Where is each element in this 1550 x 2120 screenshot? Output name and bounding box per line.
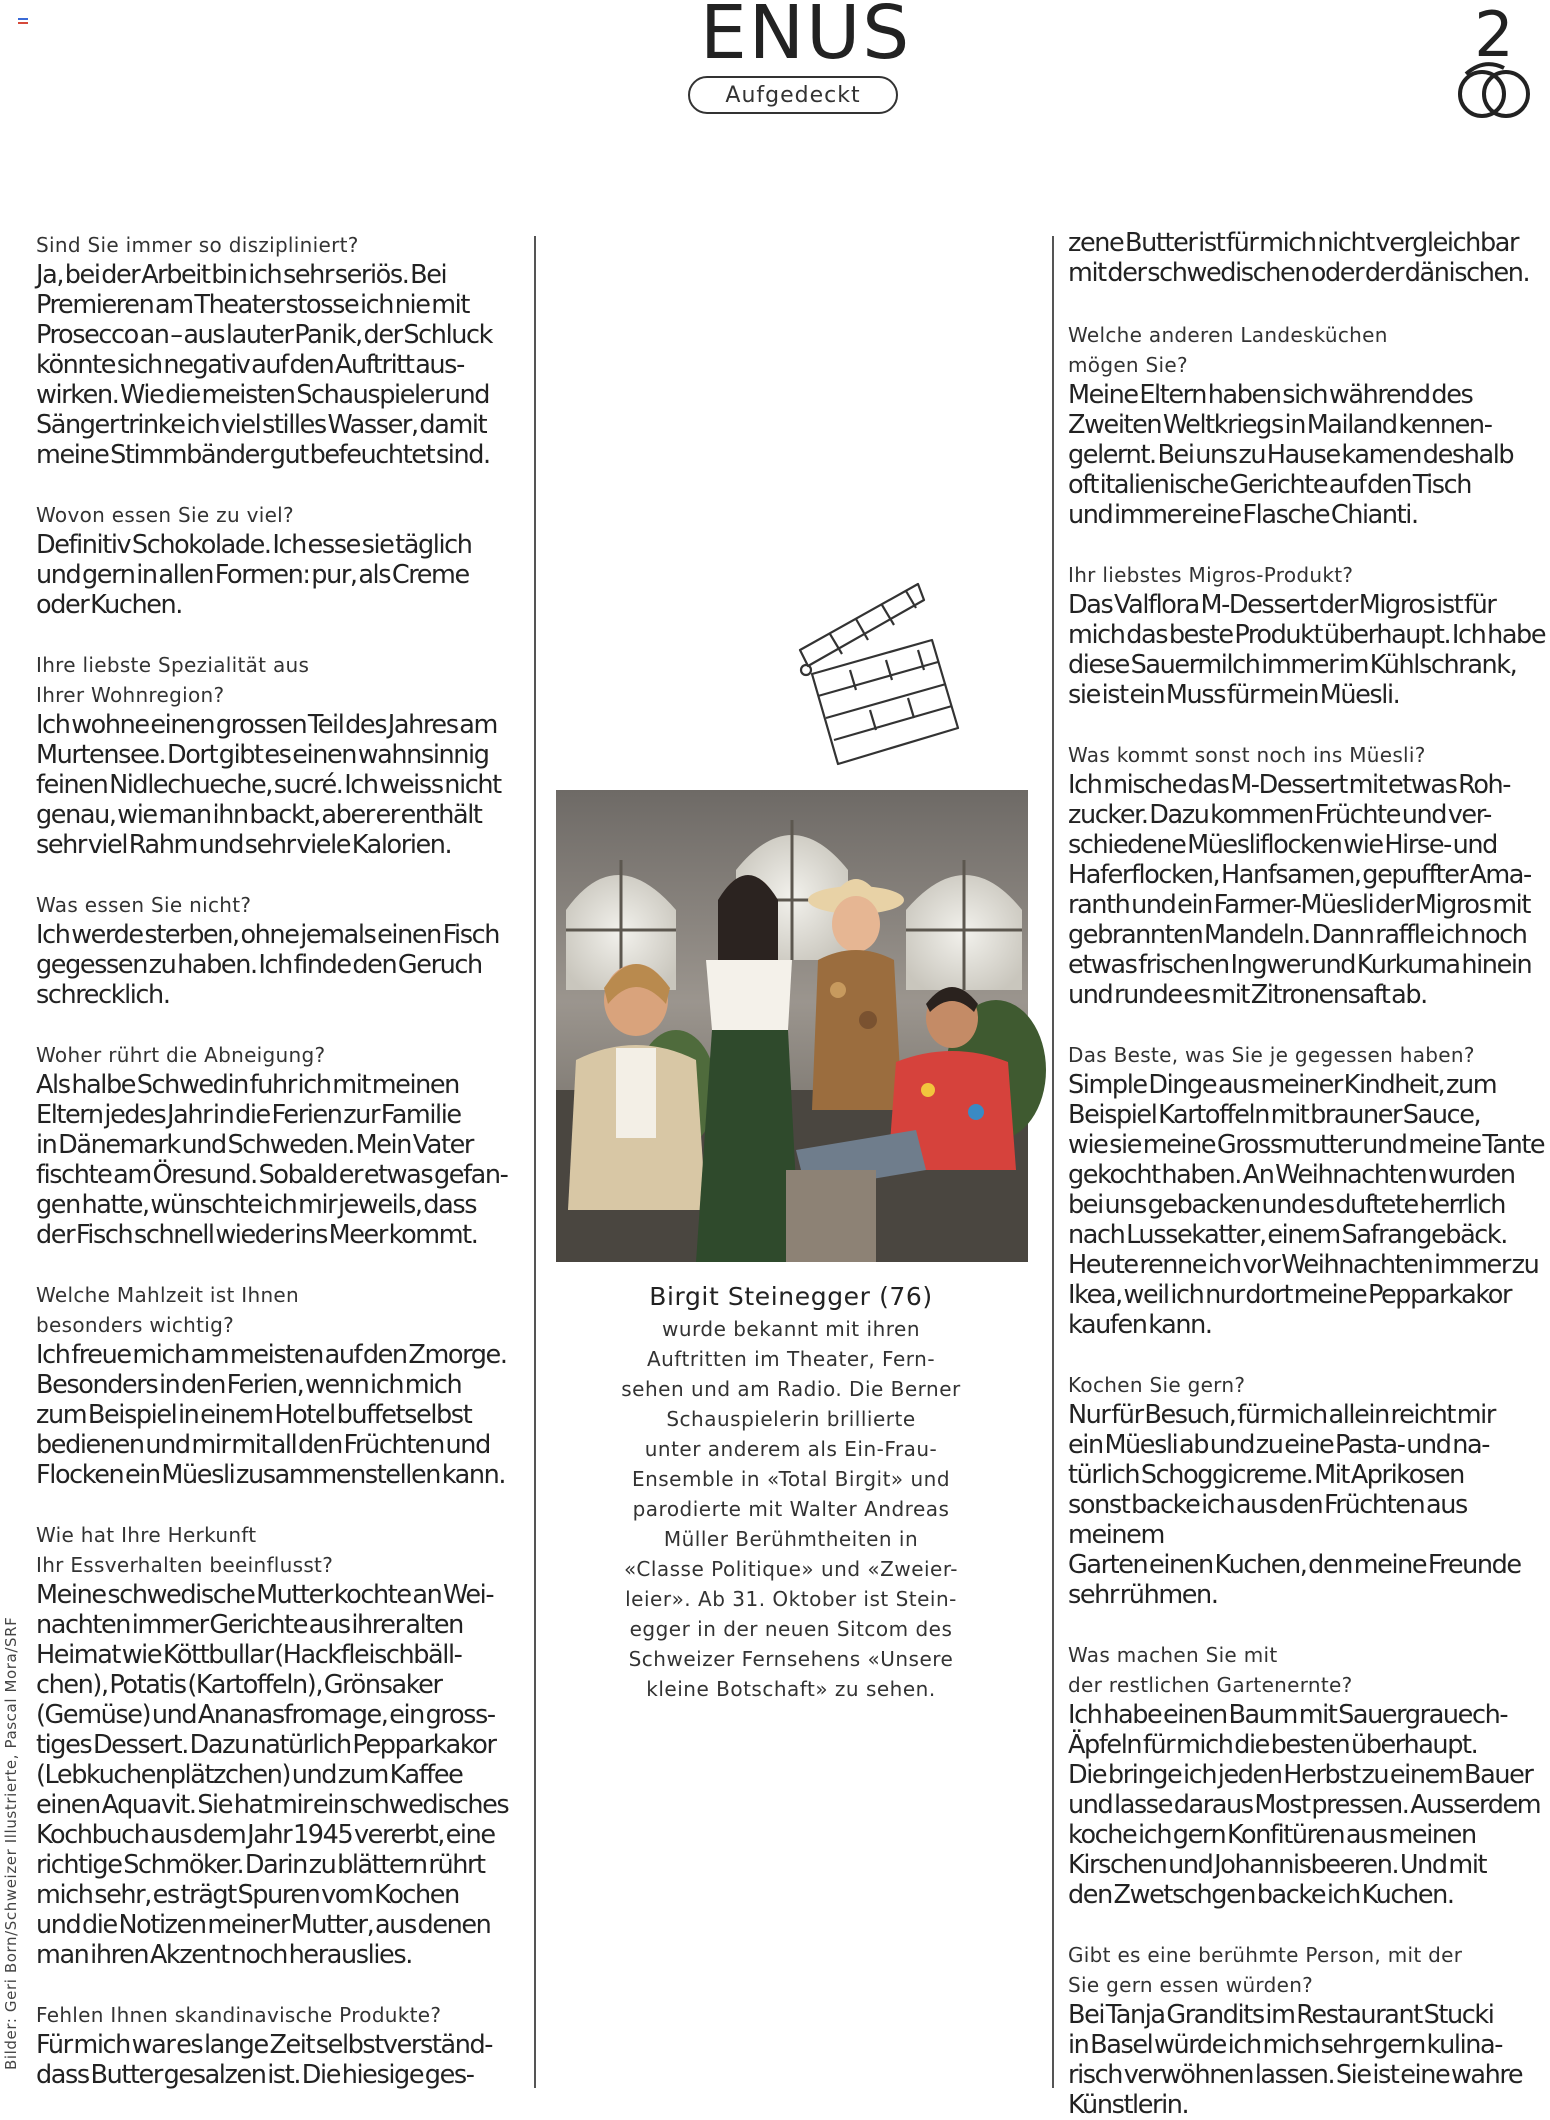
question: Ihre liebste Spezialität aus Ihrer Wohnregion? xyxy=(36,653,310,707)
qa-block xyxy=(36,1280,514,1490)
question: Wie hat Ihre Herkunft Ihr Essverhalten beeinflusst? xyxy=(36,1523,334,1577)
film-clapperboard-icon xyxy=(790,578,980,768)
answer: Bei Tanja Grandits im Restaurant Stucki in Basel würde ich mich sehr gern kulina- risch verwöhnen lassen. Sie ist eine wahre Künstlerin. xyxy=(1068,2000,1523,2120)
answer: Meine Eltern haben sich während des Zweiten Weltkriegs in Mailand kennen- gelernt. Bei uns zu Hause kamen deshalb oft italienische Gerichte auf den Tisch und immer eine Flasche Chianti. xyxy=(1068,380,1514,530)
question: Welche anderen Landesküchen mögen Sie? xyxy=(1068,323,1388,377)
answer: Ich wohne einen grossen Teil des Jahres am Murtensee. Dort gibt es einen wahnsinnig feinen Nidlechueche, sucré. Ich weiss nicht genau, wie man ihn backt, aber er enthält sehr viel Rahm und sehr viele Kalorien. xyxy=(36,710,501,860)
interview-left-column xyxy=(36,230,514,2090)
qa-block xyxy=(36,1520,514,1970)
section-pill xyxy=(688,76,898,114)
photo-caption xyxy=(606,1280,976,1704)
answer: Für mich war es lange Zeit selbstverständ- dass Butter gesalzen ist. Die hiesige ges- xyxy=(36,2030,493,2090)
qa-block xyxy=(36,2000,514,2090)
qa-block xyxy=(1068,1040,1548,1340)
answer: Ich werde sterben, ohne jemals einen Fisch gegessen zu haben. Ich finde den Geruch schrecklich. xyxy=(36,920,499,1010)
page-title: ENUS xyxy=(700,0,912,76)
qa-block xyxy=(1068,1940,1548,2120)
cast-portrait-photo xyxy=(556,790,1028,1262)
answer: Ich freue mich am meisten auf den Zmorge. Besonders in den Ferien, wenn ich mich zum Beispiel in einem Hotel buffetselbst bedienen und mir mit all den Früchten und Flocken ein Müesli zusammenstellen kann. xyxy=(36,1340,507,1490)
question: Das Beste, was Sie je gegessen haben? xyxy=(1068,1043,1475,1067)
question: Kochen Sie gern? xyxy=(1068,1373,1246,1397)
clapper-board-ticks xyxy=(850,650,924,730)
question: Was kommt sonst noch ins Müesli? xyxy=(1068,743,1426,767)
question: Was machen Sie mit der restlichen Gartenernte? xyxy=(1068,1643,1353,1697)
qa-block xyxy=(1068,560,1548,710)
qa-block xyxy=(1068,320,1548,530)
answer: Ich mische das M-Dessert mit etwas Roh- zucker. Dazu kommen Früchte und ver- schiedene Müesliflocken wie Hirse- und Haferflocken, Hanfsamen, gepuffter Ama- ranth und ein Farmer-Müesli der Migros mit gebrannten Mandeln. Dann raffle ich noch etwas frischen Ingwer und Kurkuma hinein und runde es mit Zitronensaft ab. xyxy=(1068,770,1532,1010)
answer: Simple Dinge aus meiner Kindheit, zum Beispiel Kartoffeln mit brauner Sauce, wie sie meine Grossmutter und meine Tante gekocht haben. An Weihnachten wurden bei uns gebacken und es duftete herrlich nach Lussekatter, einem Safrangebäck. Heute renne ich vor Weihnachten immer zu Ikea, weil ich nur dort meine Pepparkakor kaufen kann. xyxy=(1068,1070,1545,1340)
question: Sind Sie immer so diszipliniert? xyxy=(36,233,359,257)
qa-block xyxy=(36,890,514,1010)
corner-registration-mark xyxy=(18,18,28,24)
clapper-board-lines xyxy=(818,662,952,740)
question: Wovon essen Sie zu viel? xyxy=(36,503,294,527)
answer: Definitiv Schokolade. Ich esse sie täglich und gern in allen Formen: pur, als Creme oder Kuchen. xyxy=(36,530,472,620)
question: Was essen Sie nicht? xyxy=(36,893,252,917)
qa-block xyxy=(36,650,514,860)
answer: Meine schwedische Mutter kochte an Wei- nachten immer Gerichte aus ihrer alten Heimat wie Köttbullar (Hackfleischbäll- chen), Potatis (Kartoffeln), Grönsaker (Gemüse) und Ananasfromage, ein gross- tiges Dessert. Dazu natürlich Pepparkakor (Lebkuchenplätzchen) und zum Kaffee einen Aquavit. Sie hat mir ein schwedisches Kochbuch aus dem Jahr 1945 vererbt, eine richtige Schmöker. Darin zu blättern rührt mich sehr, es trägt Spuren vom Kochen und die Notizen meiner Mutter, aus denen man ihren Akzent noch herauslies. xyxy=(36,1580,509,1970)
caption-text: wurde bekannt mit ihren Auftritten im Theater, Fern- sehen und am Radio. Die Berner Schauspielerin brillierte unter anderem als Ein-Frau- Ensemble in «Total Birgit» und parodierte mit Walter Andreas Müller Berühmtheiten in «Classe Politique» und «Zweier- leier». Ab 31. Oktober ist Stein- egger in der neuen Sitcom des Schweizer Fernsehens «Unsere kleine Botschaft» zu sehen. xyxy=(621,1317,961,1701)
answer: Nur für Besuch, für mich allein reicht mir ein Müesli ab und zu eine Pasta- und na- türlich Schoggicreme. Mit Aprikosen sonst backe ich aus den Früchten aus meinem Garten einen Kuchen, den meine Freunde sehr rühmen. xyxy=(1068,1400,1521,1610)
answer: Das Valflora M-Dessert der Migros ist für mich das beste Produkt überhaupt. Ich habe diese Sauermilch immer im Kühlschrank, sie ist ein Muss für mein Müesli. xyxy=(1068,590,1546,710)
caption-name: Birgit Steinegger (76) xyxy=(649,1282,933,1311)
qa-block xyxy=(36,500,514,620)
clapper-stick-stripes xyxy=(830,591,916,654)
photo-table xyxy=(786,1170,876,1262)
column-rule-right xyxy=(1052,236,1054,2088)
question: Welche Mahlzeit ist Ihnen besonders wichtig? xyxy=(36,1283,300,1337)
clapper-hinge xyxy=(801,665,811,675)
answer-continuation: zene Butter ist für mich nicht vergleichbar mit der schwedischen oder der dänischen. xyxy=(1068,228,1530,288)
qa-block xyxy=(1068,1370,1548,1610)
section-pill-label: Aufgedeckt xyxy=(725,82,861,108)
page-number xyxy=(1444,0,1544,122)
interview-right-column xyxy=(1068,228,1548,2120)
photo-credit: Bilder: Geri Born/Schweizer Illustrierte, Pascal Mora/SRF xyxy=(2,1616,20,2070)
qa-block xyxy=(1068,1640,1548,1910)
question: Woher rührt die Abneigung? xyxy=(36,1043,326,1067)
qa-block xyxy=(36,230,514,470)
qa-block xyxy=(1068,740,1548,1010)
page-number-digit-top: 2 xyxy=(1474,0,1514,71)
question: Gibt es eine berühmte Person, mit der Sie gern essen würden? xyxy=(1068,1943,1463,1997)
answer: Ich habe einen Baum mit Sauergrauech- Äpfeln für mich die besten überhaupt. Die bringe ich jeden Herbst zu einem Bauer und lasse daraus Most pressen. Ausserdem koche ich gern Konfitüren aus meinen Kirschen und Johannisbeeren. Und mit den Zwetschgen backe ich Kuchen. xyxy=(1068,1700,1541,1910)
question: Ihr liebstes Migros-Produkt? xyxy=(1068,563,1354,587)
qa-block xyxy=(36,1040,514,1250)
clapper-stick xyxy=(800,584,924,666)
column-rule-left xyxy=(534,236,536,2088)
question: Fehlen Ihnen skandinavische Produkte? xyxy=(36,2003,442,2027)
answer: Ja, bei der Arbeit bin ich sehr seriös. Bei Premieren am Theater stosse ich nie mit Prosecco an – aus lauter Panik, der Schluck könnte sich negativ auf den Auftritt aus- wirken. Wie die meisten Schauspieler und Sänger trinke ich viel stilles Wasser, damit meine Stimmbänder gut befeuchtet sind. xyxy=(36,260,493,470)
answer: Als halbe Schwedin fuhr ich mit meinen Eltern jedes Jahr in die Ferien zur Familie in Dänemark und Schweden. Mein Vater fischte am Öresund. Sobald er etwas gefan- gen hatte, wünschte ich mir jeweils, dass der Fisch schnell wieder ins Meer kommt. xyxy=(36,1070,508,1250)
